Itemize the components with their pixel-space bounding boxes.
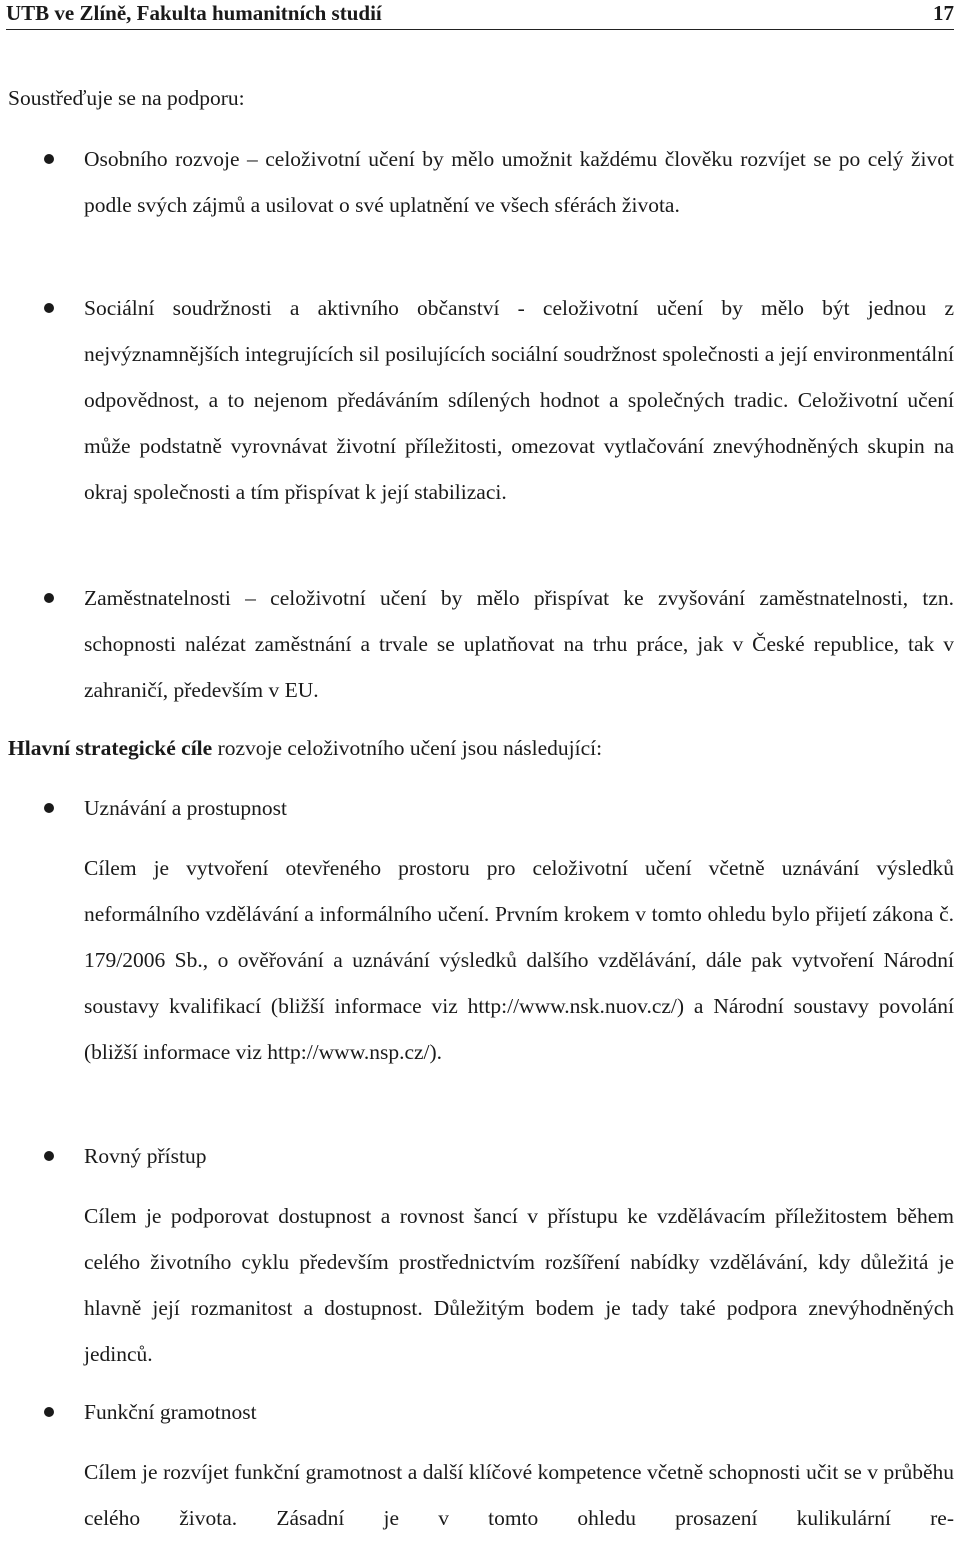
focus-item-social-cohesion: Sociální soudržnosti a aktivního občanství - celoživotní učení by mělo být jednou z nejvýznamnějších integrujících sil posilujících sociální soudržnost společnosti a její environmentální odpovědnost, a to nejenom předáváním sdílených hodnot a společných tradic. Celoživotní učení může podstatně vyrovnávat životní příležitosti, omezovat vytlačování znevýhodněných skupin na okraj společnosti a tím přispívat k její stabilizaci. bbox=[84, 296, 954, 504]
goals-heading-rest: rozvoje celoživotního učení jsou následující: bbox=[212, 736, 603, 760]
goal-text-functional-literacy: Cílem je rozvíjet funkční gramotnost a další klíčové kompetence včetně schopnosti učit se v průběhu celého života. Zásadní je v tomto ohledu prosazení kulikulární re- bbox=[84, 1460, 954, 1530]
focus-item-employability: Zaměstnatelnosti – celoživotní učení by mělo přispívat ke zvyšování zaměstnatelnosti, tzn. schopnosti nalézat zaměstnání a trvale se uplatňovat na trhu práce, jak v České republice, tak v zahraničí, především v EU. bbox=[84, 586, 954, 702]
bullet-icon bbox=[44, 803, 54, 813]
goal-title-recognition: Uznávání a prostupnost bbox=[84, 796, 288, 820]
intro-paragraph: Soustřeďuje se na podporu: bbox=[8, 86, 245, 110]
goal-title-equal-access: Rovný přístup bbox=[84, 1144, 207, 1168]
focus-item-personal-development: Osobního rozvoje – celoživotní učení by mělo umožnit každému člověku rozvíjet se po celý život podle svých zájmů a usilovat o své uplatnění ve všech sférách života. bbox=[84, 147, 954, 217]
goal-title-functional-literacy: Funkční gramotnost bbox=[84, 1400, 257, 1424]
goals-heading bbox=[8, 725, 954, 771]
bullet-icon bbox=[44, 303, 54, 313]
bullet-icon bbox=[44, 154, 54, 164]
bullet-icon bbox=[44, 593, 54, 603]
bullet-icon bbox=[44, 1407, 54, 1417]
goals-heading-bold: Hlavní strategické cíle bbox=[8, 736, 213, 760]
page-header bbox=[6, 0, 954, 30]
goal-text-equal-access: Cílem je podporovat dostupnost a rovnost šancí v přístupu ke vzdělávacím příležitostem během celého životního cyklu především prostřednictvím rozšíření nabídky vzdělávání, kdy důležitá je hlavně její rozmanitost a dostupnost. Důležitým bodem je tady také podpora znevýhodněných jedinců. bbox=[84, 1204, 954, 1366]
page-number: 17 bbox=[933, 1, 954, 25]
goal-text-recognition: Cílem je vytvoření otevřeného prostoru pro celoživotní učení včetně uznávání výsledků neformálního vzdělávání a informálního učení. Prvním krokem v tomto ohledu bylo přijetí zákona č. 179/2006 Sb., o ověřování a uznávání výsledků dalšího vzdělávání, dále pak vytvoření Národní soustavy kvalifikací (bližší informace viz http://www.nsk.nuov.cz/) a Národní soustavy povolání (bližší informace viz http://www.nsp.cz/). bbox=[84, 856, 954, 1064]
header-title: UTB ve Zlíně, Fakulta humanitních studií bbox=[6, 1, 382, 25]
bullet-icon bbox=[44, 1151, 54, 1161]
